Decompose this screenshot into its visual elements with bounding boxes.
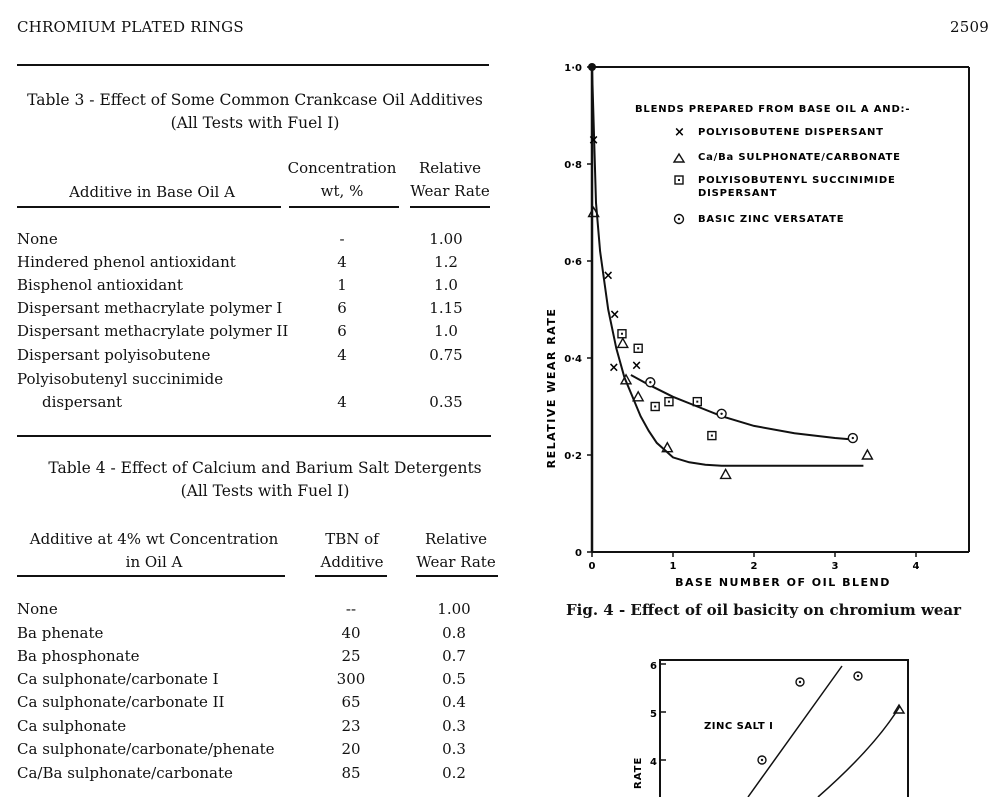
fig5-point xyxy=(857,675,859,677)
fig5-annotation: ZINC SALT I xyxy=(704,721,774,732)
fig4-legend-label: POLYISOBUTENE DISPERSANT xyxy=(698,127,884,138)
table4-row-additive: Ba phenate xyxy=(17,624,104,642)
fig4-point-triangle xyxy=(618,338,628,347)
fig4-point-square-dot xyxy=(621,333,623,335)
table4-row-wear: 0.3 xyxy=(442,717,466,735)
table3-header-additive: Additive in Base Oil A xyxy=(69,183,235,201)
fig4-legend-item xyxy=(674,125,884,140)
table3-row-additive: dispersant xyxy=(42,393,123,411)
fig4-fit-curve xyxy=(631,375,853,440)
fig4-legend-label: POLYISOBUTENYL SUCCINIMIDE xyxy=(698,175,896,186)
page-number: 2509 xyxy=(950,18,989,36)
fig4-legend-square-dot-icon xyxy=(678,179,680,181)
table4-header-wear xyxy=(410,528,502,574)
fig5-partial-chart xyxy=(620,652,920,797)
table3-row-additive: Bisphenol antioxidant xyxy=(17,276,183,294)
table3-row-conc: 6 xyxy=(337,299,347,317)
table3-header-underline-1 xyxy=(17,206,281,208)
fig4-xtick-label: 1 xyxy=(669,561,677,572)
table3-row-additive: Dispersant methacrylate polymer I xyxy=(17,299,283,317)
table4-row-additive: Ba phosphonate xyxy=(17,647,140,665)
table3-top-rule xyxy=(17,64,489,66)
fig5-ytick-label: 6 xyxy=(650,661,657,672)
table4-row-tbn: 23 xyxy=(341,717,361,735)
table3-caption xyxy=(10,89,500,135)
fig4-point-x: × xyxy=(588,132,600,148)
table3-row-wear: 0.35 xyxy=(429,393,463,411)
table4-header-underline-2 xyxy=(315,575,387,577)
table3-row-conc: - xyxy=(339,230,345,248)
fig4-xtick-label: 2 xyxy=(750,561,758,572)
table4-header-additive-line1: Additive at 4% wt Concentration xyxy=(29,530,279,548)
fig4-ylabel: RELATIVE WEAR RATE xyxy=(545,307,558,469)
table4-header-additive-line2: in Oil A xyxy=(125,553,183,571)
fig4-point-x: × xyxy=(631,358,643,374)
fig4-xlabel: BASE NUMBER OF OIL BLEND xyxy=(675,576,891,589)
fig4-xtick-label: 3 xyxy=(831,561,839,572)
table4-caption-line1: Table 4 - Effect of Calcium and Barium Salt Detergents xyxy=(48,459,482,477)
table4-row-additive: None xyxy=(17,600,58,618)
fig4-legend-item xyxy=(675,214,845,225)
fig4-xtick-label: 0 xyxy=(588,561,596,572)
table3-header-concentration-line1: Concentration xyxy=(287,159,397,177)
table3-row-wear: 1.0 xyxy=(434,276,458,294)
table4-caption xyxy=(10,457,520,503)
table4-row-tbn: 25 xyxy=(341,647,361,665)
table3-row-conc: 4 xyxy=(337,253,347,271)
fig4-legend-item xyxy=(674,152,901,163)
table4-row-wear: 0.2 xyxy=(442,764,466,782)
table4-header-underline-1 xyxy=(17,575,285,577)
table4-header-tbn-line1: TBN of xyxy=(325,530,379,548)
table3-header-concentration xyxy=(282,157,402,203)
table4-row-additive: Ca sulphonate xyxy=(17,717,127,735)
fig4-caption: Fig. 4 - Effect of oil basicity on chromium wear xyxy=(566,601,962,619)
fig4-point-square-dot xyxy=(668,401,670,403)
table4-row-tbn: 65 xyxy=(341,693,361,711)
table4-header-wear-line2: Wear Rate xyxy=(416,553,496,571)
table4-row-additive: Ca/Ba sulphonate/carbonate xyxy=(17,764,233,782)
table4-row-tbn: 85 xyxy=(341,764,361,782)
fig4-point-square-dot xyxy=(696,401,698,403)
table4-row-wear: 0.5 xyxy=(442,670,466,688)
fig4-point-triangle xyxy=(862,450,872,459)
table4-row-wear: 0.7 xyxy=(442,647,466,665)
fig4-point-triangle xyxy=(662,443,672,452)
fig4-ytick-label: 0·6 xyxy=(564,257,582,268)
table3-row-conc: 4 xyxy=(337,346,347,364)
table4-header-tbn xyxy=(310,528,394,574)
table3-row-conc: 6 xyxy=(337,322,347,340)
table3-row-additive: Dispersant polyisobutene xyxy=(17,346,211,364)
fig4-legend-label: BASIC ZINC VERSATATE xyxy=(698,214,845,225)
table3-row-wear: 1.15 xyxy=(429,299,463,317)
fig4-point-circle-filled xyxy=(588,63,596,71)
fig4-legend-label-cont: DISPERSANT xyxy=(698,188,778,199)
table4-row-additive: Ca sulphonate/carbonate I xyxy=(17,670,219,688)
fig4-ytick-label: 0·2 xyxy=(564,451,582,462)
fig4-legend xyxy=(635,104,910,225)
table4-row-additive: Ca sulphonate/carbonate/phenate xyxy=(17,740,275,758)
fig4-axes xyxy=(592,67,969,552)
table3-header-underline-3 xyxy=(410,206,490,208)
table4-caption-line2: (All Tests with Fuel I) xyxy=(180,482,350,500)
fig4-point-circle-dot xyxy=(649,381,651,383)
table3-row-additive: Hindered phenol antioxidant xyxy=(17,253,236,271)
fig5-ytick-label: 4 xyxy=(650,757,657,768)
fig5-point xyxy=(761,759,763,761)
fig5-ytick-label: 5 xyxy=(650,709,657,720)
fig4-legend-label: Ca/Ba SULPHONATE/CARBONATE xyxy=(698,152,901,163)
table3-header-wear-line1: Relative xyxy=(418,159,482,177)
fig4-chart xyxy=(540,55,1000,595)
fig4-xtick-label: 4 xyxy=(912,561,920,572)
table4-row-wear: 0.4 xyxy=(442,693,466,711)
fig4-legend-triangle-icon xyxy=(674,154,684,162)
table3-row-additive: Polyisobutenyl succinimide xyxy=(17,370,224,388)
table3-row-additive: None xyxy=(17,230,58,248)
fig5-ylabel-fragment: RATE xyxy=(633,756,644,789)
fig4-ytick-label: 0 xyxy=(575,548,582,559)
table4-row-wear: 0.8 xyxy=(442,624,466,642)
table3-row-wear: 0.75 xyxy=(429,346,463,364)
fig5-frame xyxy=(660,660,908,797)
fig4-legend-item xyxy=(675,175,896,199)
table3-row-wear: 1.00 xyxy=(429,230,463,248)
table4-header-tbn-line2: Additive xyxy=(320,553,384,571)
fig4-point-circle-dot xyxy=(852,437,854,439)
fig4-ytick-label: 1·0 xyxy=(564,63,582,74)
table4-row-tbn: 20 xyxy=(341,740,361,758)
fig4-point-x: × xyxy=(609,307,621,323)
table3-row-conc: 1 xyxy=(337,276,347,294)
table4-row-additive: Ca sulphonate/carbonate II xyxy=(17,693,225,711)
table3-row-wear: 1.0 xyxy=(434,322,458,340)
fig4-legend-circle-dot-icon xyxy=(678,218,680,220)
table3-caption-line1: Table 3 - Effect of Some Common Crankcase Oil Additives xyxy=(27,91,483,109)
table3-caption-line2: (All Tests with Fuel I) xyxy=(170,114,340,132)
fig4-point-triangle xyxy=(721,469,731,478)
table4-row-tbn: 40 xyxy=(341,624,361,642)
table3-header-wear-line2: Wear Rate xyxy=(410,182,490,200)
table4-row-wear: 1.00 xyxy=(437,600,471,618)
fig4-ytick-label: 0·8 xyxy=(564,160,582,171)
table4-row-tbn: 300 xyxy=(336,670,366,688)
fig5-point xyxy=(799,681,801,683)
fig4-point-circle-dot xyxy=(720,413,722,415)
fig4-point-x: × xyxy=(608,360,620,376)
table3-bottom-rule xyxy=(17,435,491,437)
fig4-point-square-dot xyxy=(711,435,713,437)
table3-row-additive: Dispersant methacrylate polymer II xyxy=(17,322,289,340)
fig4-point-x: × xyxy=(602,268,614,284)
table4-row-tbn: -- xyxy=(345,600,357,618)
table3-header-concentration-line2: wt, % xyxy=(320,182,364,200)
fig4-point-triangle xyxy=(633,392,643,401)
table3-row-conc: 4 xyxy=(337,393,347,411)
table3-header-underline-2 xyxy=(289,206,399,208)
table4-row-wear: 0.3 xyxy=(442,740,466,758)
table3-row-wear: 1.2 xyxy=(434,253,458,271)
fig4-legend-title: BLENDS PREPARED FROM BASE OIL A AND:- xyxy=(635,104,911,115)
fig5-curve-2 xyxy=(818,706,900,797)
table3-header-wear xyxy=(405,157,495,203)
table4-header-underline-3 xyxy=(416,575,498,577)
fig4-ytick-label: 0·4 xyxy=(564,354,582,365)
running-title: CHROMIUM PLATED RINGS xyxy=(17,18,244,36)
fig4-points xyxy=(588,63,872,478)
table4-header-wear-line1: Relative xyxy=(424,530,488,548)
fig4-legend-x-icon: × xyxy=(674,125,685,140)
fig4-point-square-dot xyxy=(654,406,656,408)
table4-header-additive xyxy=(14,528,294,574)
fig4-point-square-dot xyxy=(637,347,639,349)
